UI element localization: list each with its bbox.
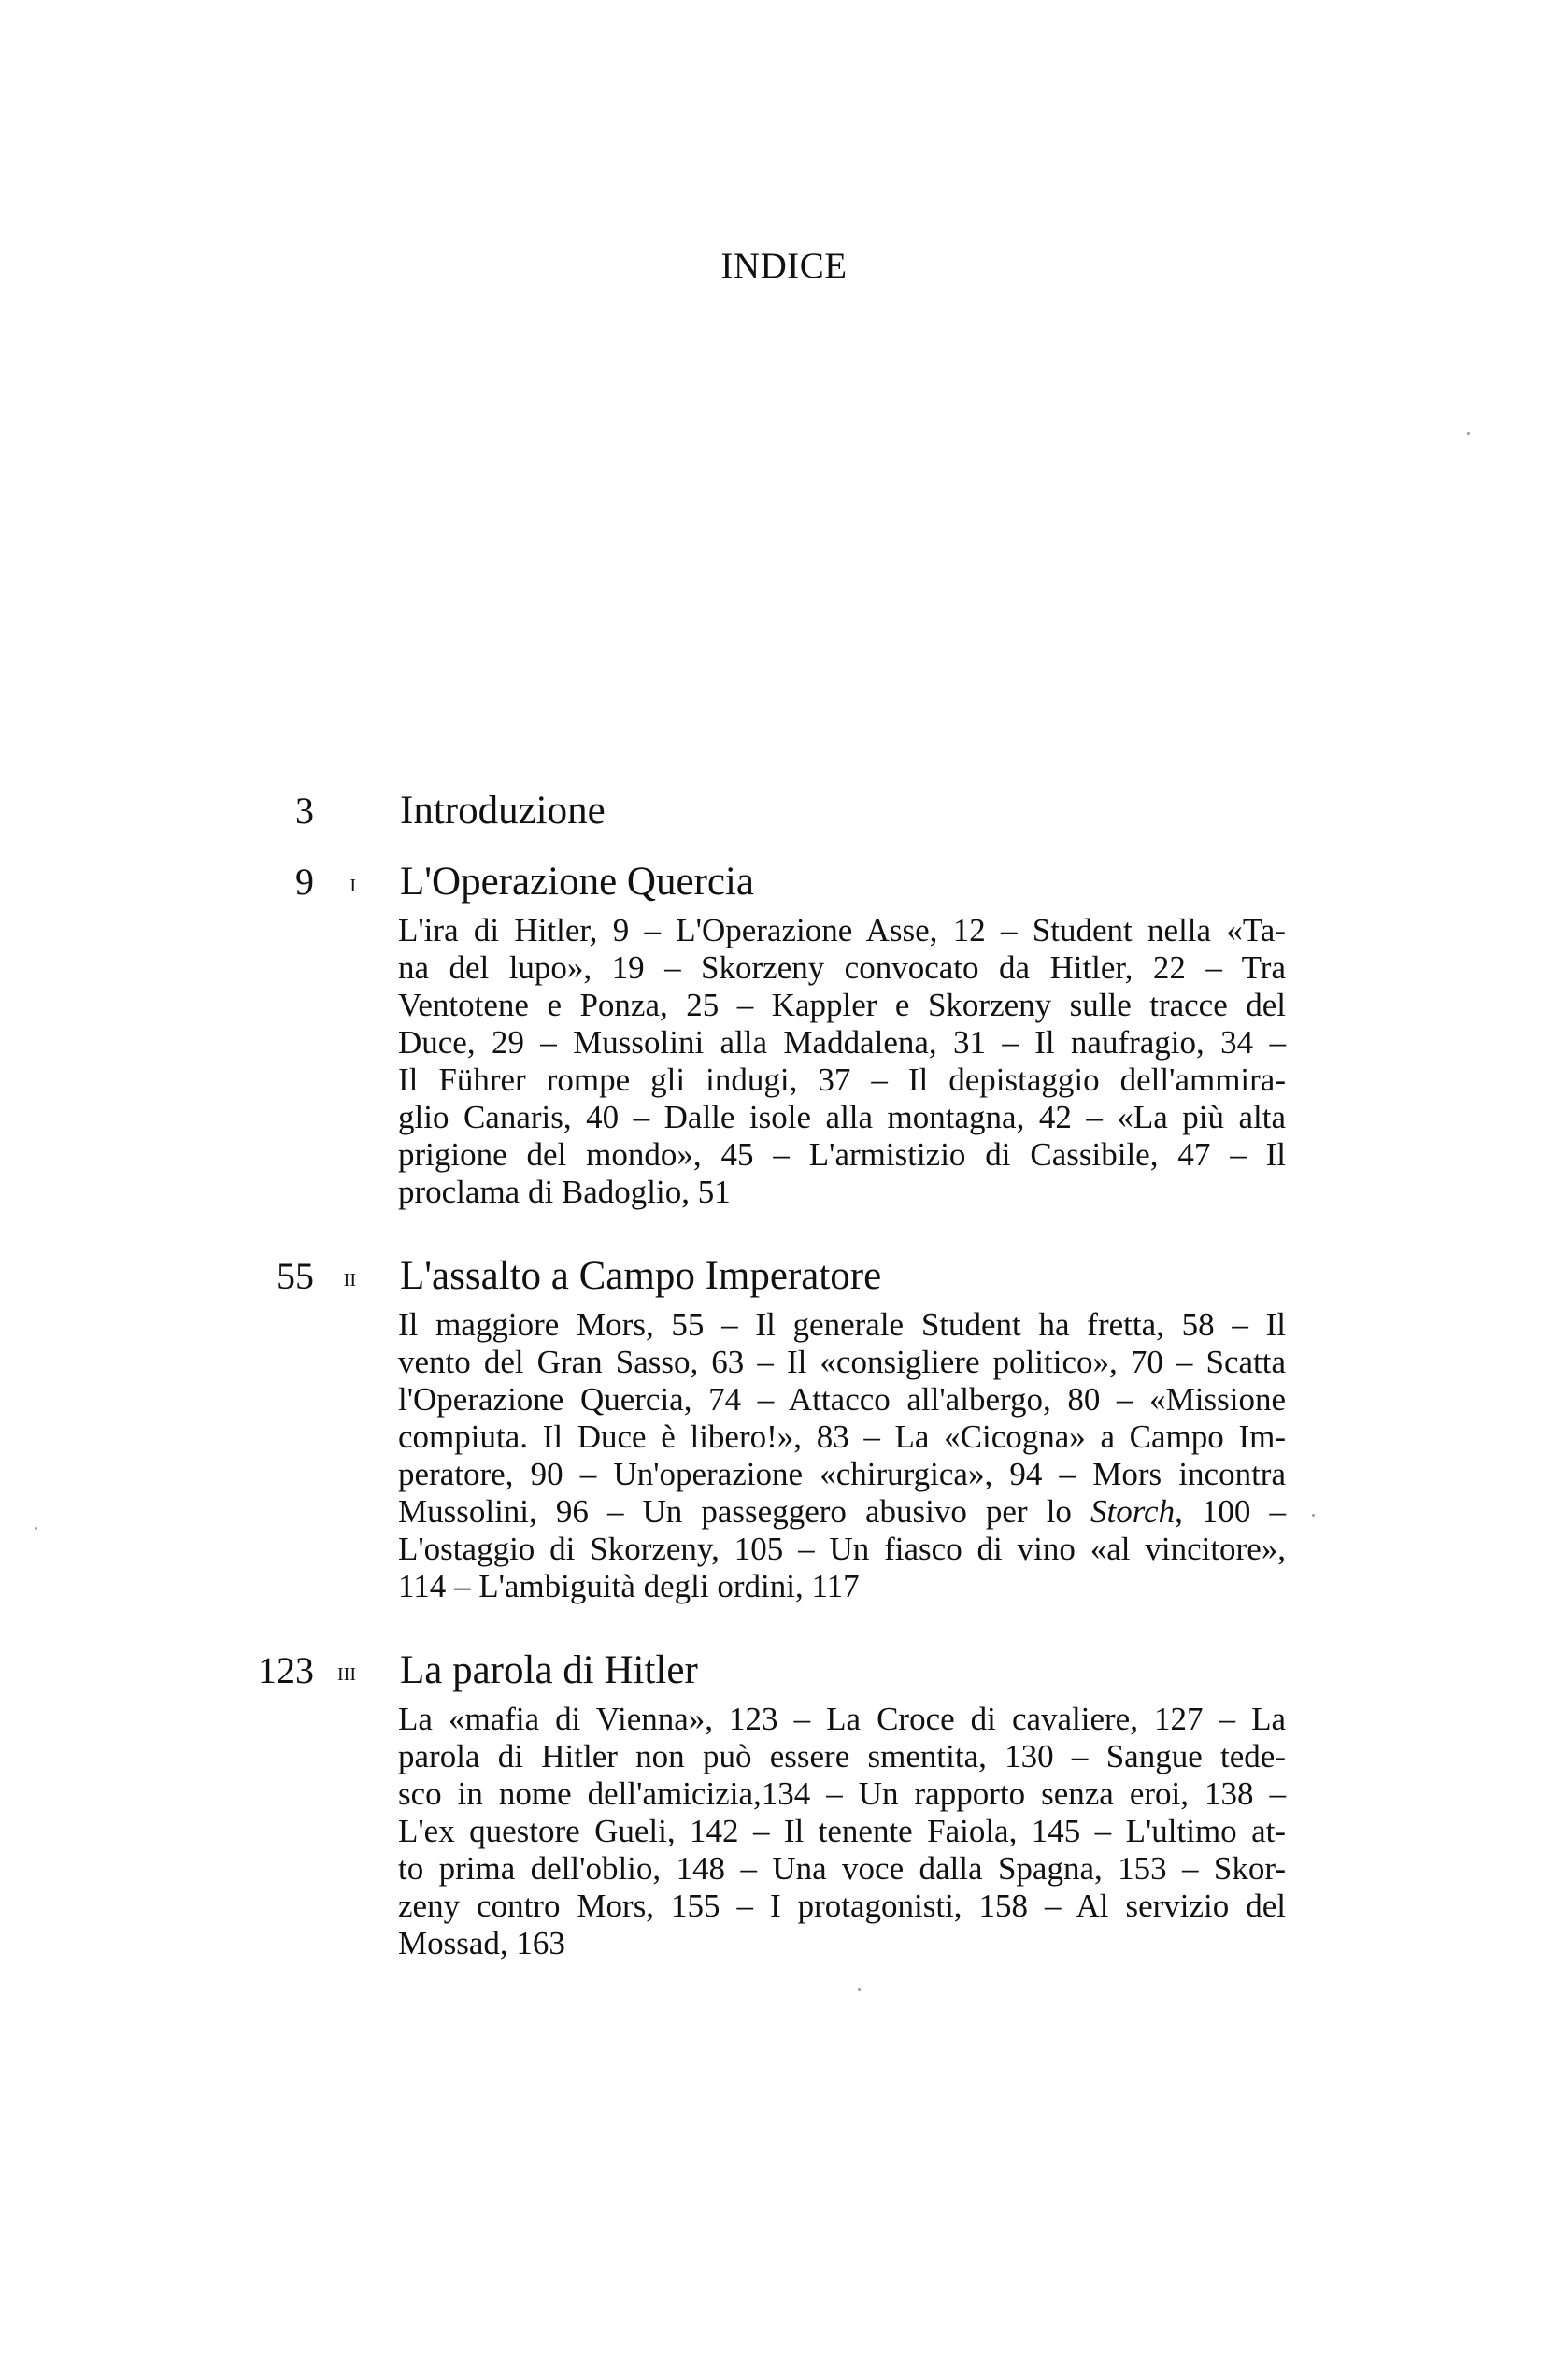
toc-chapter-title: Introduzione [400, 789, 606, 833]
summary-line: l'Operazione Quercia, 74 – Attacco all'albergo, 80 – «Missione [398, 1381, 1286, 1418]
toc-chapter-title: L'Operazione Quercia [400, 860, 755, 904]
scan-speck [1312, 1514, 1315, 1517]
italic-word: Storch [1090, 1493, 1176, 1530]
summary-line: L'ira di Hitler, 9 – L'Operazione Asse, 12 – Student nella «Ta- [398, 912, 1286, 948]
toc-page-number: 123 [258, 1649, 314, 1691]
toc-chapter-numeral: ii [343, 1263, 356, 1292]
summary-line: L'ostaggio di Skorzeny, 105 – Un fiasco di vino «al vincitore», [398, 1531, 1286, 1567]
toc-entry-heading [0, 1252, 1568, 1304]
summary-line: 114 – L'ambiguità degli ordini, 117 [398, 1568, 860, 1604]
summary-line: Mossad, 163 [398, 1925, 565, 1961]
summary-line: Il maggiore Mors, 55 – Il generale Student ha fretta, 58 – Il [398, 1306, 1286, 1343]
summary-line: zeny contro Mors, 155 – I protagonisti, 158 – Al servizio del [398, 1888, 1286, 1924]
toc-page-number: 9 [295, 861, 314, 903]
summary-line: L'ex questore Gueli, 142 – Il tenente Faiola, 145 – L'ultimo at- [398, 1813, 1286, 1849]
summary-line: prigione del mondo», 45 – L'armistizio di Cassibile, 47 – Il [398, 1136, 1286, 1173]
toc-chapter-numeral: i [349, 869, 356, 898]
summary-line: sco in nome dell'amicizia,134 – Un rapporto senza eroi, 138 – [398, 1775, 1286, 1812]
summary-line: glio Canaris, 40 – Dalle isole alla montagna, 42 – «La più alta [398, 1099, 1286, 1135]
summary-line: na del lupo», 19 – Skorzeny convocato da Hitler, 22 – Tra [398, 949, 1286, 986]
toc-entry-chapter-1 [0, 858, 1568, 1211]
summary-line: vento del Gran Sasso, 63 – Il «consigliere politico», 70 – Scatta [398, 1344, 1286, 1380]
toc-page-number: 55 [277, 1255, 314, 1297]
toc-chapter-title: La parola di Hitler [400, 1648, 698, 1692]
toc-chapter-numeral: iii [337, 1658, 356, 1687]
toc-chapter-title: L'assalto a Campo Imperatore [400, 1254, 882, 1298]
toc-entry-chapter-2 [0, 1252, 1568, 1605]
summary-line: Il Führer rompe gli indugi, 37 – Il depistaggio dell'ammira- [398, 1062, 1286, 1098]
page-title: INDICE [720, 246, 848, 286]
summary-line: parola di Hitler non può essere smentita, 130 – Sangue tede- [398, 1738, 1286, 1774]
toc-entry-introduzione [0, 787, 1568, 839]
summary-line: Ventotene e Ponza, 25 – Kappler e Skorzeny sulle tracce del [398, 987, 1286, 1023]
summary-line: La «mafia di Vienna», 123 – La Croce di cavaliere, 127 – La [398, 1701, 1286, 1737]
toc-entry-heading [0, 787, 1568, 839]
toc-chapter-summary [398, 1701, 1286, 1962]
toc-entry-heading [0, 1646, 1568, 1699]
toc-chapter-summary [398, 912, 1286, 1211]
toc-chapter-summary [398, 1306, 1286, 1605]
scan-speck [1467, 432, 1470, 435]
summary-line: peratore, 90 – Un'operazione «chirurgica», 94 – Mors incontra [398, 1456, 1286, 1492]
summary-line: proclama di Badoglio, 51 [398, 1174, 731, 1210]
summary-line: to prima dell'oblio, 148 – Una voce dalla Spagna, 153 – Skor- [398, 1850, 1286, 1887]
toc-entry-heading [0, 858, 1568, 910]
toc-page-number: 3 [295, 790, 314, 832]
summary-line-storch: Mussolini, 96 – Un passeggero abusivo per lo Storch, 100 – [398, 1493, 1287, 1530]
summary-line: compiuta. Il Duce è libero!», 83 – La «Cicogna» a Campo Im- [398, 1418, 1286, 1455]
toc-entry-chapter-3 [0, 1646, 1568, 1962]
scan-speck [858, 1988, 861, 1991]
scan-speck [35, 1527, 37, 1530]
summary-line: Duce, 29 – Mussolini alla Maddalena, 31 – Il naufragio, 34 – [398, 1024, 1286, 1061]
